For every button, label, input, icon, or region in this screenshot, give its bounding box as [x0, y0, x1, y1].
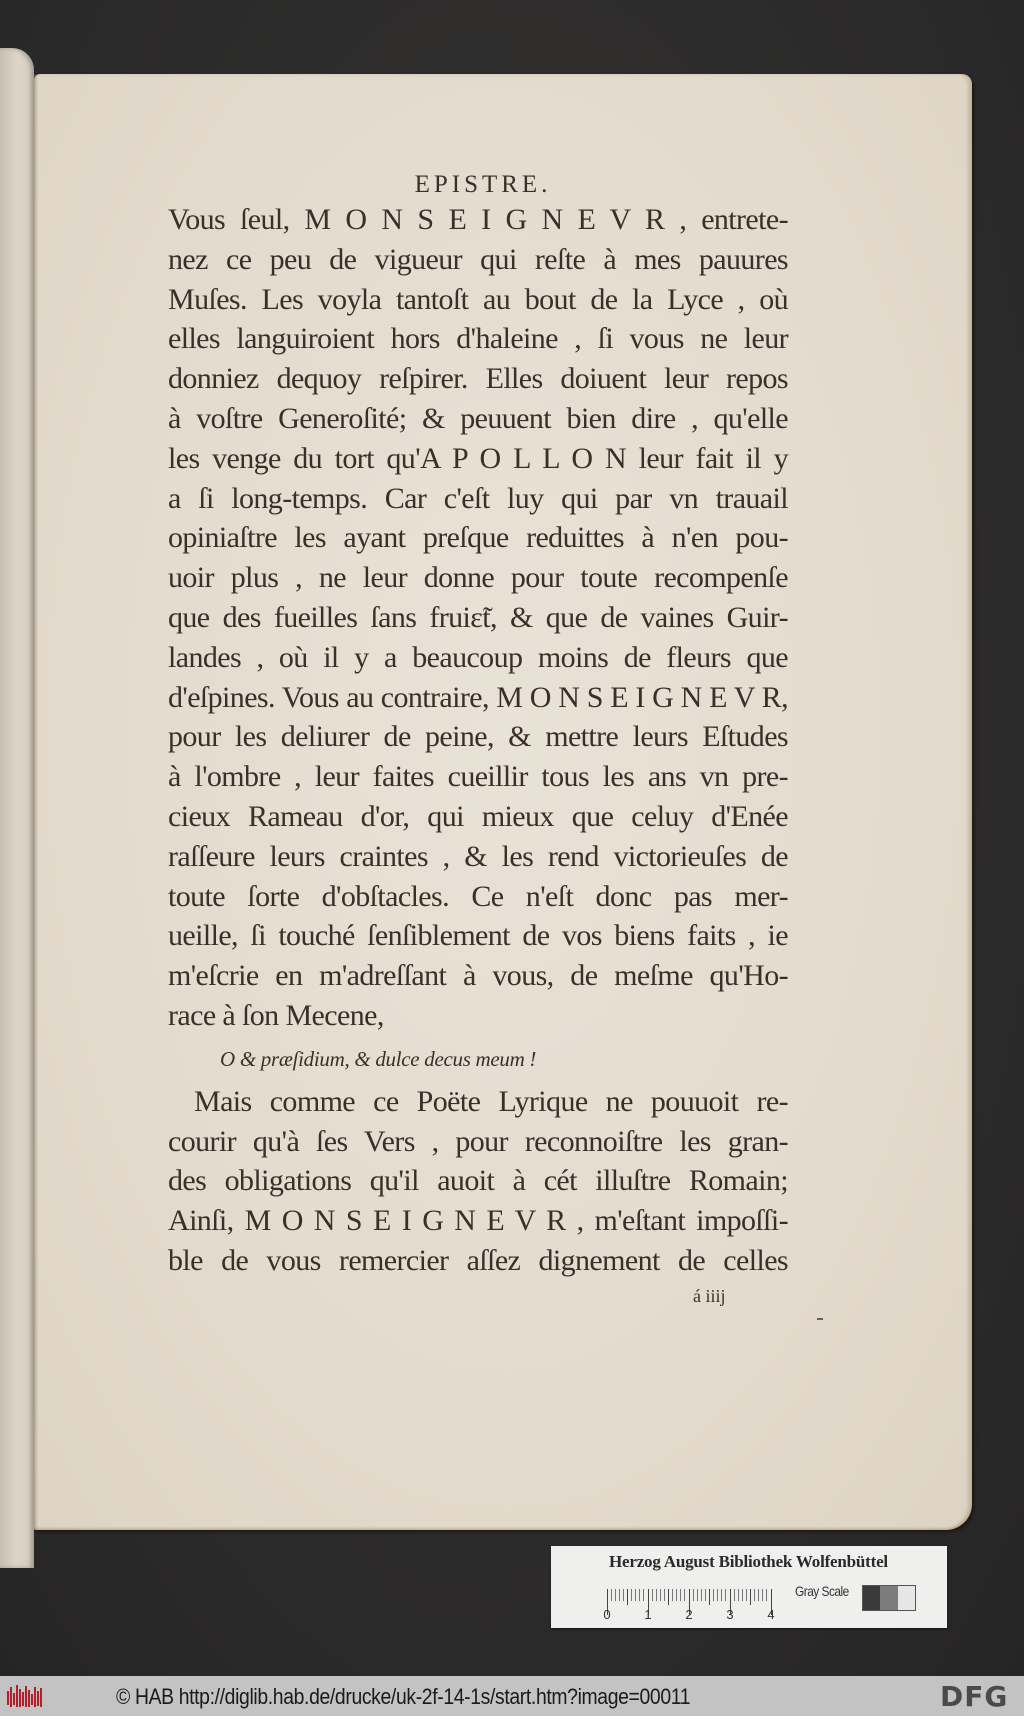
ruler-tick: [725, 1589, 726, 1601]
ruler-tick: [701, 1589, 702, 1601]
copyright-url[interactable]: © HAB http://diglib.hab.de/drucke/uk-2f-14-1s/start.htm?image=00011: [116, 1684, 691, 1709]
library-name: Herzog August Bibliothek Wolfenbüttel: [609, 1552, 888, 1571]
ruler-tick: [652, 1589, 653, 1601]
grayscale-label: Gray Scale: [795, 1583, 849, 1599]
text-line: Muſes. Les voyla tantoſt au bout de la Lyce , où: [168, 282, 788, 316]
text-line: ble de vous remercier aſſez dignement de celles: [168, 1243, 788, 1277]
text-line: raſſeure leurs craintes , & les rend victorieuſes de: [168, 839, 788, 873]
ruler-tick: [615, 1589, 616, 1601]
text-line: opiniaſtre les ayant preſque reduittes à n'en pou-: [168, 521, 788, 555]
ruler-number: 1: [644, 1607, 652, 1622]
ruler-tick: [680, 1589, 681, 1601]
text-line: courir qu'à ſes Vers , pour reconnoiſtre les gran-: [168, 1124, 788, 1158]
text-line: donniez dequoy reſpirer. Elles doiuent leur repos: [168, 362, 788, 396]
color-calibration-bar: [551, 1546, 947, 1628]
page-heading: EPISTRE.: [414, 171, 552, 198]
ruler-tick: [742, 1589, 743, 1601]
ruler-tick: [643, 1589, 644, 1601]
ruler-tick: [619, 1589, 620, 1601]
ruler-tick: [766, 1589, 767, 1601]
text-line: uoir plus , ne leur donne pour toute recompenſe: [168, 561, 788, 595]
text-line: les venge du tort qu'A P O L L O N leur fait il y: [168, 441, 788, 475]
text-line: race à ſon Mecene,: [168, 998, 384, 1032]
text-line: Ainſi, M O N S E I G N E V R , m'eſtant impoſſi-: [168, 1204, 788, 1238]
text-line: toute ſorte d'obſtacles. Ce n'eſt donc pas mer-: [168, 879, 788, 913]
ruler-scale: [603, 1581, 777, 1622]
ruler-number: 4: [767, 1607, 775, 1622]
text-line: d'eſpines. Vous au contraire, M O N S E I G N E V R,: [168, 680, 788, 714]
ruler-tick: [734, 1589, 735, 1601]
text-line: ueille, ſi touché ſenſiblement de vos biens faits , ie: [168, 919, 788, 953]
ruler-tick: [709, 1589, 710, 1605]
latin-quote: O & præſidium, & dulce decus meum !: [220, 1046, 537, 1071]
footer-bar: [0, 1676, 1024, 1716]
ruler-tick: [664, 1589, 665, 1601]
text-line: landes , où il y a beaucoup moins de fleurs que: [168, 640, 788, 674]
ruler-tick: [660, 1589, 661, 1601]
ruler-tick: [738, 1589, 739, 1601]
ruler-tick: [762, 1589, 763, 1601]
ruler-number: 3: [726, 1607, 734, 1622]
text-line: elles languiroient hors d'haleine , ſi vous ne leur: [168, 322, 788, 356]
ruler-tick: [721, 1589, 722, 1601]
page-text: [168, 170, 788, 1281]
ruler-tick: [672, 1589, 673, 1601]
text-line: Vous ſeul, M O N S E I G N E V R , entrete-: [168, 203, 788, 236]
text-line: à l'ombre , leur faites cueillir tous les ans vn pre-: [168, 760, 788, 794]
text-line: des obligations qu'il auoit à cét illuſtre Romain;: [168, 1164, 788, 1198]
text-line: que des fueilles ſans fruiɛ̃t, & que de vaines Guir-: [168, 600, 788, 634]
facing-page-edge: [0, 48, 34, 1568]
gray-swatch-light: [898, 1586, 915, 1610]
ruler-tick: [639, 1589, 640, 1601]
ruler-tick: [746, 1589, 747, 1601]
ruler-tick: [627, 1589, 628, 1605]
page-mark: [817, 1318, 823, 1320]
dfg-logo: DFG: [940, 1680, 1009, 1713]
ruler-tick: [684, 1589, 685, 1601]
ruler-tick: [705, 1589, 706, 1601]
ruler-tick: [623, 1589, 624, 1601]
ruler-tick: [750, 1589, 751, 1605]
text-line: à voſtre Generoſité; & peuuent bien dire , qu'elle: [168, 401, 788, 435]
ruler-tick: [668, 1589, 669, 1605]
text-line: pour les deliurer de peine, & mettre leurs Eſtudes: [168, 720, 788, 754]
ruler-number: 0: [603, 1607, 611, 1622]
text-line: m'eſcrie en m'adreſſant à vous, de meſme qu'Ho-: [168, 959, 788, 993]
text-line: a ſi long-temps. Car c'eſt luy qui par vn trauail: [168, 481, 788, 515]
signature-mark: á iiij: [693, 1286, 726, 1306]
hab-logo-icon: [6, 1683, 46, 1709]
page-gutter-shadow: [34, 74, 38, 1530]
ruler-tick: [611, 1589, 612, 1601]
ruler-tick: [631, 1589, 632, 1601]
ruler-tick: [656, 1589, 657, 1601]
text-line: nez ce peu de vigueur qui reſte à mes pauures: [168, 242, 788, 276]
ruler-tick: [676, 1589, 677, 1601]
ruler-number: 2: [685, 1607, 693, 1622]
text-line: Mais comme ce Poëte Lyrique ne pouuoit re-: [194, 1084, 788, 1118]
ruler-tick: [693, 1589, 694, 1601]
grayscale-swatches: [862, 1585, 916, 1611]
ruler-tick: [717, 1589, 718, 1601]
ruler-tick: [713, 1589, 714, 1601]
gray-swatch-dark: [863, 1586, 880, 1610]
ruler-tick: [697, 1589, 698, 1601]
ruler-tick: [754, 1589, 755, 1601]
text-line: cieux Rameau d'or, qui mieux que celuy d'Enée: [168, 799, 788, 833]
ruler-tick: [758, 1589, 759, 1601]
gray-swatch-mid: [880, 1586, 897, 1610]
ruler-tick: [635, 1589, 636, 1601]
